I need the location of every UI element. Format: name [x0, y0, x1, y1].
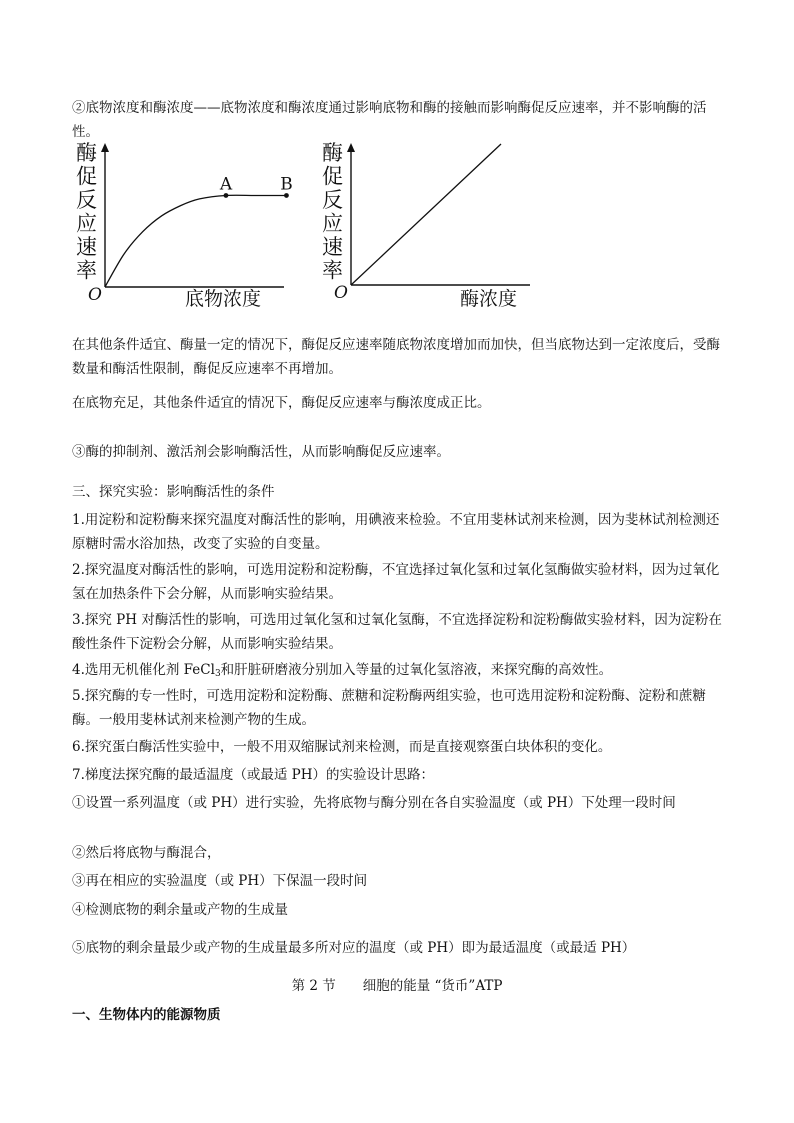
- y-axis-label-char: 速: [322, 235, 343, 259]
- y-axis-label-char: 酶: [322, 141, 343, 165]
- y-axis-label-char: 促: [322, 164, 343, 189]
- experiment-item-4: [72, 658, 724, 686]
- y-axis-label-char: 率: [76, 258, 97, 283]
- x-axis-label: 酶浓度: [460, 288, 518, 310]
- x-axis-label: 底物浓度: [185, 288, 262, 310]
- paragraph-substrate-effect: 在其他条件适宜、酶量一定的情况下，酶促反应速率随底物浓度增加而加快，但当底物达到一定浓度后，受酶数量和酶活性限制，酶促反应速率不再增加。: [72, 337, 720, 377]
- y-axis-arrow: [101, 143, 109, 152]
- experiment-item-5: 5.探究酶的专一性时，可选用淀粉和淀粉酶、蔗糖和淀粉酶两组实验，也可选用淀粉和淀粉酶、淀粉和蔗糖酶。一般用斐林试剂来检测产物的生成。: [72, 688, 706, 728]
- item-4-text-b: 和肝脏研磨液分别加入等量的过氧化氢溶液，来探究酶的高效性。: [220, 662, 613, 678]
- paragraph-inhibitor-activator: ③酶的抑制剂、激活剂会影响酶活性，从而影响酶促反应速率。: [72, 444, 450, 460]
- series-line: [105, 195, 286, 287]
- y-axis-label-char: 应: [322, 211, 343, 236]
- design-step-5: ⑤底物的剩余量最少或产物的生成量最多所对应的温度（或 PH）即为最适温度（或最适 PH）: [72, 940, 636, 956]
- y-axis-label: [322, 141, 343, 283]
- chart-substrate-concentration: [72, 140, 292, 315]
- experiment-item-7: 7.梯度法探究酶的最适温度（或最适 PH）的实验设计思路：: [72, 767, 435, 783]
- point-label-a: A: [219, 174, 233, 195]
- y-axis-arrow: [347, 143, 355, 152]
- section-heading-experiments: 三、探究实验：影响酶活性的条件: [72, 484, 275, 500]
- design-step-3: ③再在相应的实验温度（或 PH）下保温一段时间: [72, 873, 368, 889]
- item-4-text-a: 4.选用无机催化剂 FeCl: [72, 662, 215, 678]
- point-label-b: B: [280, 174, 293, 195]
- paragraph-substrate-enzyme-concentration: ②底物浓度和酶浓度——底物浓度和酶浓度通过影响底物和酶的接触而影响酶促反应速率，并不影响酶的活性。: [72, 100, 707, 140]
- item-4-subscript: 3: [214, 669, 221, 679]
- experiment-item-6: 6.探究蛋白酶活性实验中，一般不用双缩脲试剂来检测，而是直接观察蛋白块体积的变化。: [72, 739, 612, 755]
- experiment-item-1: 1.用淀粉和淀粉酶来探究温度对酶活性的影响，用碘液来检验。不宜用斐林试剂来检测，因为斐林试剂检测还原糖时需水浴加热，改变了实验的自变量。: [72, 512, 720, 552]
- experiment-item-3: 3.探究 PH 对酶活性的影响，可选用过氧化氢和过氧化氢酶，不宜选择淀粉和淀粉酶做实验材料，因为淀粉在酸性条件下淀粉会分解，从而影响实验结果。: [72, 612, 722, 652]
- paragraph-enzyme-effect: 在底物充足，其他条件适宜的情况下，酶促反应速率与酶浓度成正比。: [72, 395, 491, 411]
- section-title: 第 2 节 细胞的能量 “货币”ATP: [291, 978, 503, 994]
- chart-enzyme-concentration: [318, 140, 538, 315]
- origin-label: O: [334, 283, 348, 303]
- design-step-4: ④检测底物的剩余量或产物的生成量: [72, 902, 288, 918]
- design-step-2: ②然后将底物与酶混合，: [72, 845, 221, 861]
- origin-label: O: [88, 285, 102, 305]
- y-axis-label-char: 应: [76, 211, 97, 236]
- experiment-item-2: 2.探究温度对酶活性的影响，可选用淀粉和淀粉酶，不宜选择过氧化氢和过氧化氢酶做实验材料，因为过氧化氢在加热条件下会分解，从而影响实验结果。: [72, 562, 720, 602]
- y-axis-label-char: 速: [76, 235, 97, 259]
- design-step-1: ①设置一系列温度（或 PH）进行实验，先将底物与酶分别在各自实验温度（或 PH）下处理一段时间: [72, 795, 676, 811]
- series-line: [351, 144, 501, 285]
- point-labels: [219, 174, 293, 197]
- heading-energy-substances: 一、生物体内的能源物质: [72, 1007, 221, 1023]
- y-axis-label-char: 反: [322, 188, 343, 212]
- y-axis-label-char: 促: [76, 164, 97, 189]
- y-axis-label-char: 反: [76, 188, 97, 212]
- y-axis-label-char: 率: [322, 258, 343, 283]
- y-axis-label-char: 酶: [76, 141, 97, 165]
- y-axis-label: [76, 141, 97, 283]
